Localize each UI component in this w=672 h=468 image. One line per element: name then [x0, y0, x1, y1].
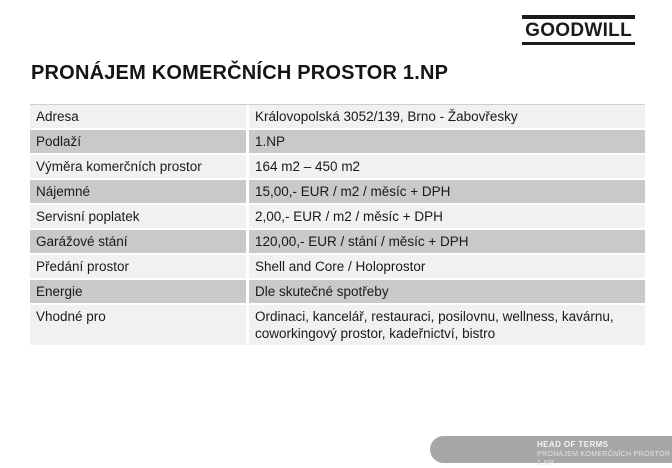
- row-label: Předání prostor: [30, 255, 249, 280]
- table-row: [30, 205, 645, 230]
- row-label: Výměra komerčních prostor: [30, 155, 249, 180]
- terms-table: [30, 104, 645, 347]
- table-row: [30, 180, 645, 205]
- row-value: 120,00,- EUR / stání / měsíc + DPH: [249, 230, 645, 255]
- row-value: 164 m2 – 450 m2: [249, 155, 645, 180]
- row-label: Adresa: [30, 105, 249, 130]
- table-row: [30, 130, 645, 155]
- table-row: [30, 305, 645, 347]
- row-label: Garážové stání: [30, 230, 249, 255]
- terms-table-body: [30, 105, 645, 347]
- row-value: 1.NP: [249, 130, 645, 155]
- row-label: Servisní poplatek: [30, 205, 249, 230]
- table-row: [30, 255, 645, 280]
- table-row: [30, 230, 645, 255]
- footer-bar: [430, 436, 672, 467]
- row-label: Vhodné pro: [30, 305, 249, 347]
- row-value: Shell and Core / Holoprostor: [249, 255, 645, 280]
- logo-text: GOODWILL: [525, 20, 632, 41]
- row-value: Dle skutečné spotřeby: [249, 280, 645, 305]
- row-label: Energie: [30, 280, 249, 305]
- table-row: [30, 155, 645, 180]
- goodwill-logo: [522, 15, 635, 45]
- table-row: [30, 105, 645, 130]
- row-value: Královopolská 3052/139, Brno - Žabovřesky: [249, 105, 645, 130]
- table-row: [30, 280, 645, 305]
- footer-document-title: PRONÁJEM KOMERČNÍCH PROSTOR 1.NP: [537, 451, 671, 467]
- row-label: Nájemné: [30, 180, 249, 205]
- row-label: Podlaží: [30, 130, 249, 155]
- row-value: Ordinaci, kancelář, restauraci, posilovnu, wellness, kavárnu, coworkingový prostor, kadeřnictví, bistro: [249, 305, 645, 347]
- footer-document-type: HEAD OF TERMS: [537, 440, 609, 449]
- row-value: 15,00,- EUR / m2 / měsíc + DPH: [249, 180, 645, 205]
- page-title: PRONÁJEM KOMERČNÍCH PROSTOR 1.NP: [31, 62, 449, 84]
- row-value: 2,00,- EUR / m2 / měsíc + DPH: [249, 205, 645, 230]
